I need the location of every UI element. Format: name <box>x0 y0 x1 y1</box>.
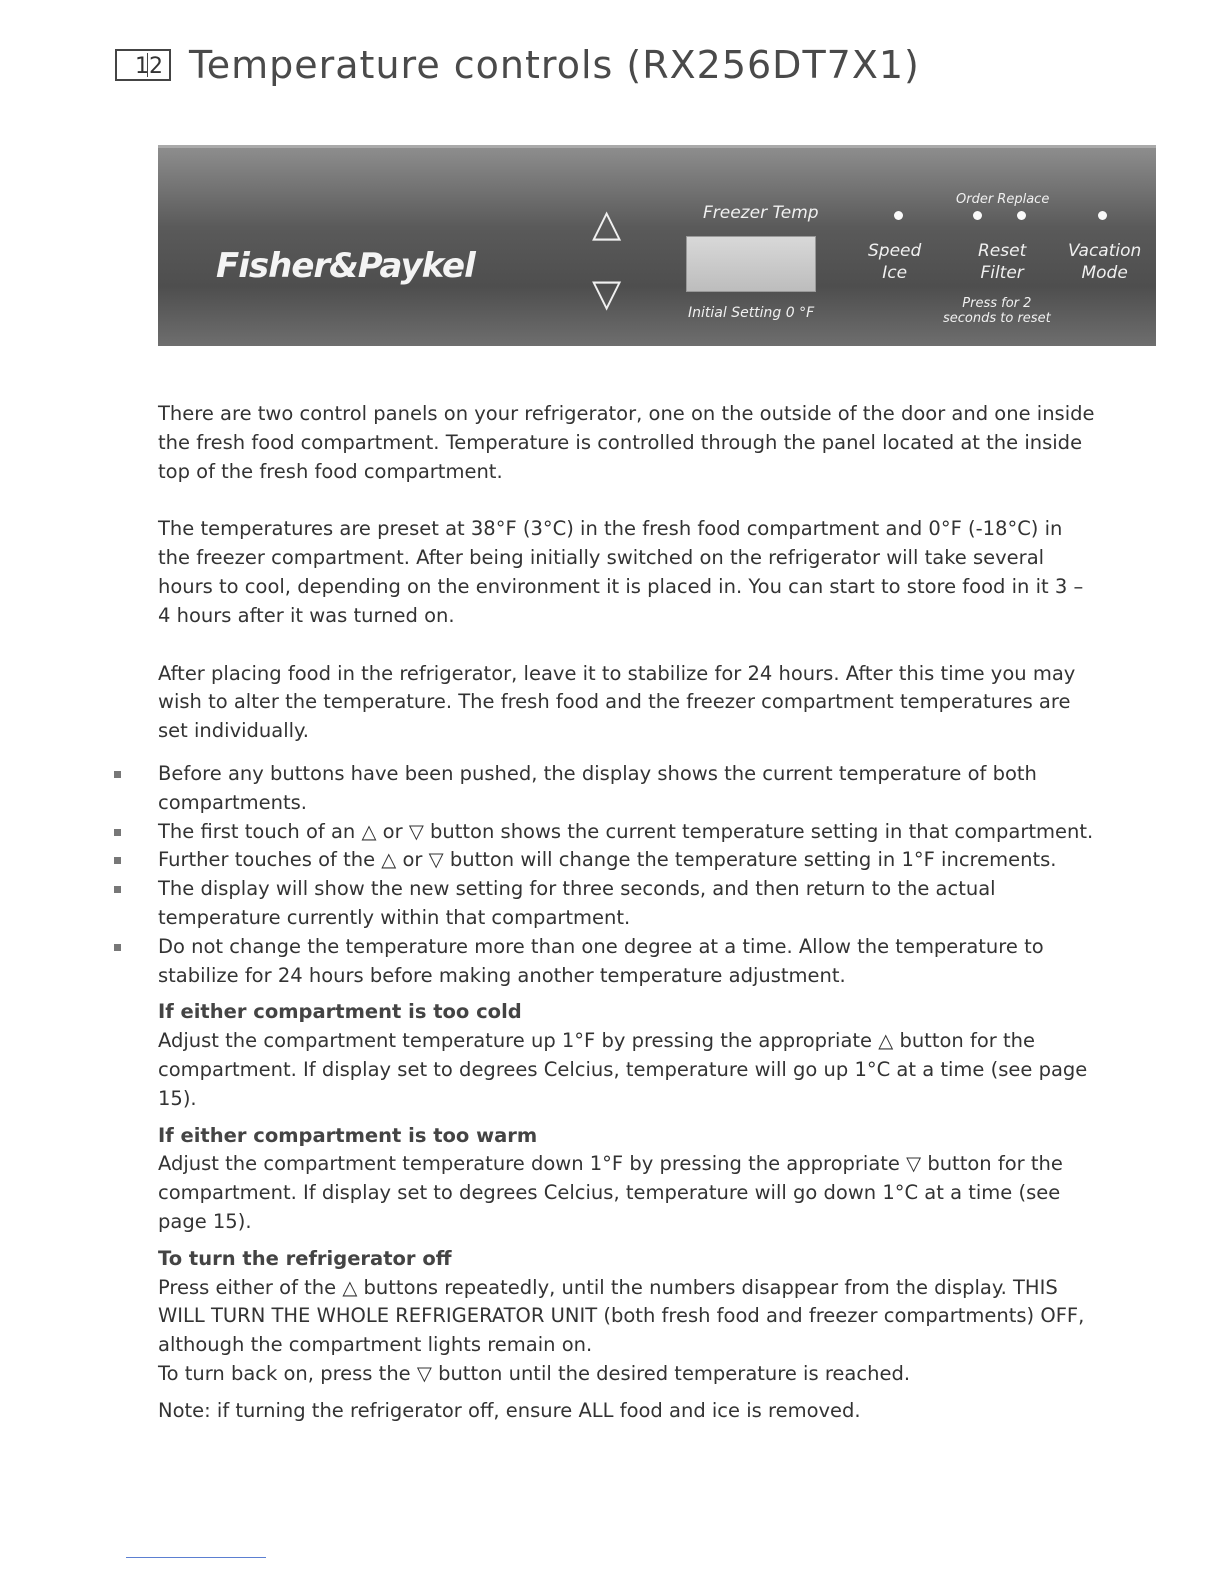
note-text: Note: if turning the refrigerator off, ensure ALL food and ice is removed. <box>158 1398 861 1422</box>
speed-ice-indicator <box>894 211 903 220</box>
list-item: Further touches of the △ or ▽ button will change the temperature setting in 1°F increments. <box>158 846 1098 875</box>
reset-filter-label <box>978 240 1026 284</box>
turn-off-heading: To turn the refrigerator off <box>158 1246 452 1270</box>
triangle-down-icon: ▽ <box>592 271 622 315</box>
order-replace-label: Order Replace <box>956 192 1050 207</box>
ice-label: Ice <box>882 263 908 283</box>
order-indicator <box>973 211 982 220</box>
too-warm-heading: If either compartment is too warm <box>158 1123 538 1147</box>
bullet-list <box>158 760 1098 990</box>
page-title: Temperature controls (RX256DT7X1) <box>189 43 920 87</box>
list-item: Do not change the temperature more than one degree at a time. Allow the temperature to stabilize for 24 hours before making another temperature adjustment. <box>158 933 1098 991</box>
vacation-label: Vacation <box>1068 241 1142 261</box>
turn-on-text: To turn back on, press the ▽ button until the desired temperature is reached. <box>158 1361 911 1385</box>
speed-ice-label <box>868 240 921 284</box>
temperature-display <box>686 236 816 292</box>
press-for-label: Press for 2 <box>962 296 1032 311</box>
filter-label: Filter <box>980 263 1024 283</box>
control-panel-image <box>158 145 1156 346</box>
speed-label: Speed <box>868 241 922 261</box>
turn-off-text: Press either of the △ buttons repeatedly, until the numbers disappear from the display. THIS WILL TURN THE WHOLE REFRIGERATOR UNIT (both fresh food and freezer compartments) OFF, although the compartment lights remain on. <box>158 1275 1085 1357</box>
footer-rule <box>126 1557 266 1558</box>
initial-setting-label: Initial Setting 0 °F <box>688 305 815 321</box>
turn-off-section <box>158 1245 1098 1389</box>
too-warm-section <box>158 1122 1098 1237</box>
too-cold-section <box>158 998 1098 1113</box>
paragraph-stabilize: After placing food in the refrigerator, leave it to stabilize for 24 hours. After this time you may wish to alter the temperature. The fresh food and the freezer compartment temperatures are set individually. <box>158 661 1076 743</box>
reset-label: Reset <box>978 241 1027 261</box>
list-item: Before any buttons have been pushed, the display shows the current temperature of both compartments. <box>158 760 1098 818</box>
list-item: The first touch of an △ or ▽ button shows the current temperature setting in that compartment. <box>158 818 1098 847</box>
too-cold-heading: If either compartment is too cold <box>158 1000 522 1024</box>
paragraph-control-panels: There are two control panels on your refrigerator, one on the outside of the door and one inside the fresh food compartment. Temperature is controlled through the panel located at the inside top of the fresh food compartment. <box>158 402 1095 483</box>
triangle-up-icon: △ <box>592 201 622 245</box>
vacation-indicator <box>1098 211 1107 220</box>
press-reset-label <box>943 296 1051 326</box>
seconds-label: seconds to reset <box>943 311 1051 326</box>
mode-label: Mode <box>1081 263 1128 283</box>
paragraph-preset-temps: The temperatures are preset at 38°F (3°C) in the fresh food compartment and 0°F (-18°C) in the freezer compartment. After being initially switched on the refrigerator will take several hours to cool, depending on the environment it is placed in. You can start to store food in it 3 – 4 hours after it was turned on. <box>158 517 1084 627</box>
page-header <box>115 40 920 90</box>
replace-indicator <box>1017 211 1026 220</box>
too-cold-text: Adjust the compartment temperature up 1°F by pressing the appropriate △ button for the compartment. If display set to degrees Celcius, temperature will go up 1°C at a time (see page 15). <box>158 1029 1088 1110</box>
vacation-mode-label <box>1068 240 1141 284</box>
too-warm-text: Adjust the compartment temperature down 1°F by pressing the appropriate ▽ button for the compartment. If display set to degrees Celcius, temperature will go down 1°C at a time (see page 15). <box>158 1152 1063 1233</box>
freezer-temp-label: Freezer Temp <box>703 203 819 223</box>
page-number: 12 <box>115 49 171 81</box>
body-text <box>158 400 1098 1455</box>
brand-logo: Fisher&Paykel <box>216 246 475 286</box>
list-item: The display will show the new setting for three seconds, and then return to the actual temperature currently within that compartment. <box>158 875 1098 933</box>
